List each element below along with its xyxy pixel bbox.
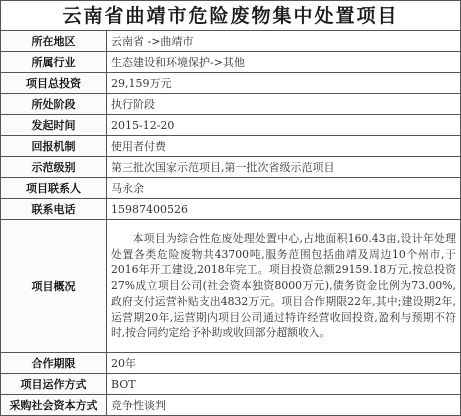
- row-label: 发起时间: [1, 115, 107, 136]
- row-label: 回报机制: [1, 136, 107, 157]
- table-row-stage: [1, 94, 461, 115]
- table-row-contact: [1, 178, 461, 199]
- row-label: 所属行业: [1, 52, 107, 73]
- table-row-start-date: [1, 115, 461, 136]
- row-value: 使用者付费: [107, 136, 461, 157]
- table-row-industry: [1, 52, 461, 73]
- row-label: 所在地区: [1, 31, 107, 52]
- table-row-operation-mode: [1, 374, 461, 395]
- overview-text: 本项目为综合性危废处理处置中心,占地面积160.43亩,设计年处理处置各类危险废物共43700吨,服务范围包括曲靖及周边10个州市,于2016年开工建设,2018年完工。项目投资总额29159.18万元,按总投资27%成立项目公司(社会资本独资8000万元),债务资金比例为73.00%,政府支付运营补贴支出4832万元。项目合作期限22年,其中;建设期2年,运营期20年,运营期内项目公司通过特许经营收回投资,盈利与预期不符时,按合同约定给予补助或收回部分超额收入。: [111, 231, 456, 340]
- table-row-cooperation-period: [1, 353, 461, 374]
- row-value: 第三批次国家示范项目,第一批次省级示范项目: [107, 157, 461, 178]
- row-value: 云南省 ->曲靖市: [107, 31, 461, 52]
- row-value: 29,159万元: [107, 73, 461, 94]
- table-row-return-mechanism: [1, 136, 461, 157]
- row-label: 示范级别: [1, 157, 107, 178]
- row-label: 采购社会资本方式: [1, 395, 107, 416]
- row-label: 项目总投资: [1, 73, 107, 94]
- row-label: 所处阶段: [1, 94, 107, 115]
- row-label: 项目概况: [1, 220, 107, 353]
- page-title: 云南省曲靖市危险废物集中处置项目: [0, 0, 461, 30]
- table-row-demo-level: [1, 157, 461, 178]
- table-row-procurement-method: [1, 395, 461, 416]
- row-value: 马永余: [107, 178, 461, 199]
- table-row-total-investment: [1, 73, 461, 94]
- table-row-region: [1, 31, 461, 52]
- row-value: 2015-12-20: [107, 115, 461, 136]
- row-value: 执行阶段: [107, 94, 461, 115]
- table-row-overview: [1, 220, 461, 353]
- row-value: 生态建设和环境保护->其他: [107, 52, 461, 73]
- row-value: 15987400526: [107, 199, 461, 220]
- project-info-table: [0, 30, 461, 416]
- row-label: 合作期限: [1, 353, 107, 374]
- overview-cell: [107, 220, 461, 353]
- row-label: 联系电话: [1, 199, 107, 220]
- row-value: 竞争性谈判: [107, 395, 461, 416]
- row-value: 20年: [107, 353, 461, 374]
- table-row-phone: [1, 199, 461, 220]
- row-label: 项目运作方式: [1, 374, 107, 395]
- row-label: 项目联系人: [1, 178, 107, 199]
- row-value: BOT: [107, 374, 461, 395]
